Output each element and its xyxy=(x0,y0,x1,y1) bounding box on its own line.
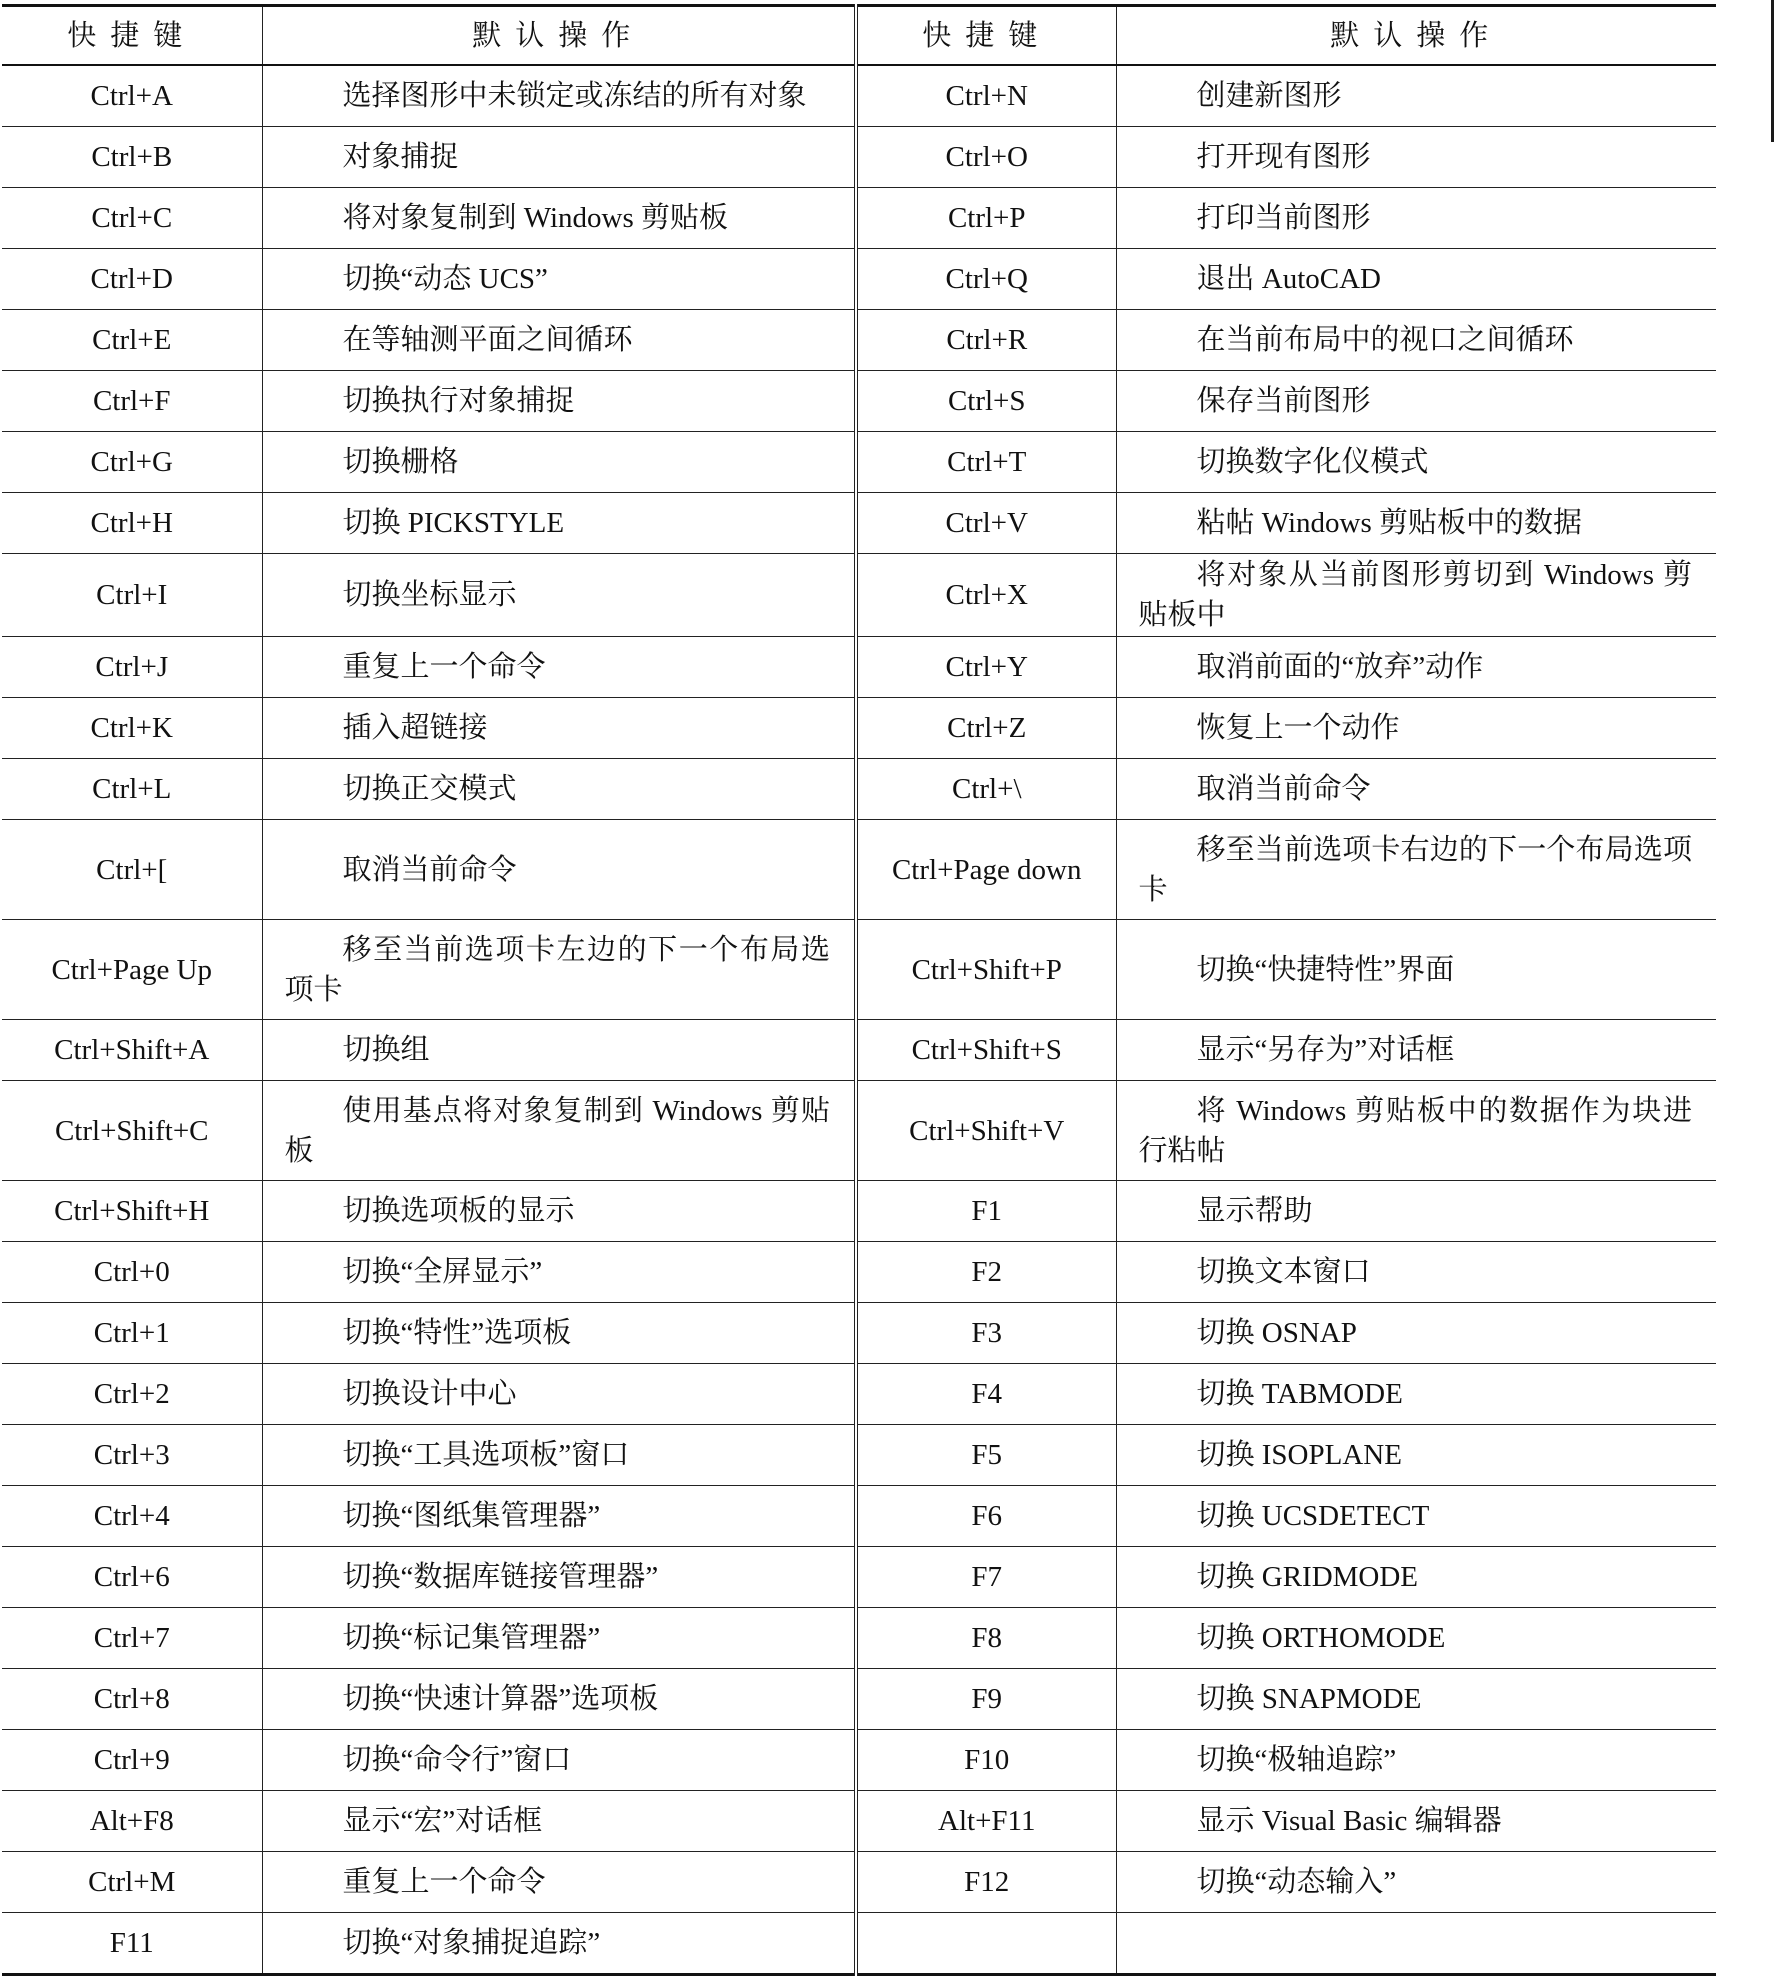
shortcut-key-right: F6 xyxy=(856,1486,1116,1547)
action-description-right: 将对象从当前图形剪切到 Windows 剪贴板中 xyxy=(1116,554,1716,637)
table-row xyxy=(2,371,1716,432)
action-description-left: 切换组 xyxy=(262,1020,856,1081)
shortcut-key-right: Ctrl+Z xyxy=(856,698,1116,759)
action-description-right: 显示“另存为”对话框 xyxy=(1116,1020,1716,1081)
table-row xyxy=(2,759,1716,820)
table-row xyxy=(2,820,1716,920)
table-row xyxy=(2,1020,1716,1081)
action-description-left: 对象捕捉 xyxy=(262,127,856,188)
shortcut-key-right: Ctrl+X xyxy=(856,554,1116,637)
shortcut-key-right: Ctrl+Shift+V xyxy=(856,1081,1116,1181)
shortcut-key-left: Ctrl+L xyxy=(2,759,262,820)
shortcut-key-right: F4 xyxy=(856,1364,1116,1425)
action-description-left: 移至当前选项卡左边的下一个布局选项卡 xyxy=(262,920,856,1020)
table-row xyxy=(2,1730,1716,1791)
shortcut-key-right: Ctrl+V xyxy=(856,493,1116,554)
action-description-left: 切换设计中心 xyxy=(262,1364,856,1425)
shortcut-key-right: F12 xyxy=(856,1852,1116,1913)
action-description-left: 切换“工具选项板”窗口 xyxy=(262,1425,856,1486)
action-description-right: 恢复上一个动作 xyxy=(1116,698,1716,759)
shortcut-key-left: Ctrl+A xyxy=(2,65,262,127)
action-description-left: 切换“全屏显示” xyxy=(262,1242,856,1303)
shortcut-key-right: Ctrl+Q xyxy=(856,249,1116,310)
table-row xyxy=(2,310,1716,371)
shortcut-key-right: F2 xyxy=(856,1242,1116,1303)
action-description-right: 显示帮助 xyxy=(1116,1181,1716,1242)
shortcut-key-left: Ctrl+Shift+C xyxy=(2,1081,262,1181)
shortcut-key-left: Ctrl+G xyxy=(2,432,262,493)
action-description-right: 切换 OSNAP xyxy=(1116,1303,1716,1364)
action-description-right: 切换“极轴追踪” xyxy=(1116,1730,1716,1791)
action-description-right: 切换 TABMODE xyxy=(1116,1364,1716,1425)
shortcut-key-left: Ctrl+3 xyxy=(2,1425,262,1486)
action-description-left: 切换执行对象捕捉 xyxy=(262,371,856,432)
shortcut-key-left: Ctrl+4 xyxy=(2,1486,262,1547)
action-description-left: 插入超链接 xyxy=(262,698,856,759)
table-row xyxy=(2,1913,1716,1975)
shortcut-key-left: Ctrl+1 xyxy=(2,1303,262,1364)
shortcut-key-right: F7 xyxy=(856,1547,1116,1608)
action-description-right: 切换“快捷特性”界面 xyxy=(1116,920,1716,1020)
shortcut-key-right: Ctrl+\ xyxy=(856,759,1116,820)
table-row xyxy=(2,1364,1716,1425)
action-description-right: 切换 GRIDMODE xyxy=(1116,1547,1716,1608)
action-description-right: 切换“动态输入” xyxy=(1116,1852,1716,1913)
action-description-right: 保存当前图形 xyxy=(1116,371,1716,432)
table-row xyxy=(2,1608,1716,1669)
shortcut-key-right: Ctrl+Shift+S xyxy=(856,1020,1116,1081)
action-description-right: 粘帖 Windows 剪贴板中的数据 xyxy=(1116,493,1716,554)
action-description-right: 打印当前图形 xyxy=(1116,188,1716,249)
table-row xyxy=(2,1181,1716,1242)
table-row xyxy=(2,432,1716,493)
shortcut-key-right: Ctrl+Shift+P xyxy=(856,920,1116,1020)
shortcut-key-left: Ctrl+H xyxy=(2,493,262,554)
shortcut-key-left: Ctrl+6 xyxy=(2,1547,262,1608)
shortcut-key-left: F11 xyxy=(2,1913,262,1975)
action-description-left: 切换“数据库链接管理器” xyxy=(262,1547,856,1608)
action-description-right: 退出 AutoCAD xyxy=(1116,249,1716,310)
table-row xyxy=(2,65,1716,127)
action-description-left: 重复上一个命令 xyxy=(262,1852,856,1913)
action-description-right: 取消当前命令 xyxy=(1116,759,1716,820)
action-description-left: 取消当前命令 xyxy=(262,820,856,920)
shortcut-key-left: Ctrl+D xyxy=(2,249,262,310)
action-description-left: 切换“图纸集管理器” xyxy=(262,1486,856,1547)
shortcut-key-right: F9 xyxy=(856,1669,1116,1730)
table-row xyxy=(2,637,1716,698)
action-description-left: 切换栅格 xyxy=(262,432,856,493)
header-action-left: 默认操作 xyxy=(262,6,856,66)
table-row xyxy=(2,1303,1716,1364)
table-row xyxy=(2,249,1716,310)
shortcut-key-left: Ctrl+B xyxy=(2,127,262,188)
page-edge-divider xyxy=(1771,0,1774,142)
action-description-left: 切换选项板的显示 xyxy=(262,1181,856,1242)
table-body xyxy=(2,65,1716,1975)
shortcut-key-left: Ctrl+F xyxy=(2,371,262,432)
table-row xyxy=(2,127,1716,188)
action-description-right: 切换 ISOPLANE xyxy=(1116,1425,1716,1486)
shortcut-key-right: Ctrl+N xyxy=(856,65,1116,127)
action-description-left: 切换 PICKSTYLE xyxy=(262,493,856,554)
action-description-left: 切换“动态 UCS” xyxy=(262,249,856,310)
shortcut-key-left: Ctrl+M xyxy=(2,1852,262,1913)
action-description-left: 显示“宏”对话框 xyxy=(262,1791,856,1852)
shortcut-key-left: Ctrl+E xyxy=(2,310,262,371)
table-row xyxy=(2,1242,1716,1303)
action-description-left: 在等轴测平面之间循环 xyxy=(262,310,856,371)
shortcut-key-left: Ctrl+Shift+A xyxy=(2,1020,262,1081)
action-description-left: 使用基点将对象复制到 Windows 剪贴板 xyxy=(262,1081,856,1181)
shortcut-key-right: F10 xyxy=(856,1730,1116,1791)
header-shortcut-right: 快捷键 xyxy=(856,6,1116,66)
header-action-right: 默认操作 xyxy=(1116,6,1716,66)
shortcut-key-right: F5 xyxy=(856,1425,1116,1486)
shortcut-key-left: Ctrl+J xyxy=(2,637,262,698)
action-description-right: 打开现有图形 xyxy=(1116,127,1716,188)
action-description-left: 切换“命令行”窗口 xyxy=(262,1730,856,1791)
action-description-right: 切换 ORTHOMODE xyxy=(1116,1608,1716,1669)
shortcut-key-right: Ctrl+O xyxy=(856,127,1116,188)
action-description-right: 移至当前选项卡右边的下一个布局选项卡 xyxy=(1116,820,1716,920)
action-description-right: 显示 Visual Basic 编辑器 xyxy=(1116,1791,1716,1852)
shortcut-key-right xyxy=(856,1913,1116,1975)
action-description-left: 切换“标记集管理器” xyxy=(262,1608,856,1669)
shortcut-key-right: Ctrl+Y xyxy=(856,637,1116,698)
header-row xyxy=(2,6,1716,66)
shortcut-key-left: Ctrl+9 xyxy=(2,1730,262,1791)
table-row xyxy=(2,1081,1716,1181)
action-description-right: 将 Windows 剪贴板中的数据作为块进行粘帖 xyxy=(1116,1081,1716,1181)
shortcut-key-left: Ctrl+K xyxy=(2,698,262,759)
table-row xyxy=(2,493,1716,554)
action-description-right: 创建新图形 xyxy=(1116,65,1716,127)
shortcut-key-left: Ctrl+2 xyxy=(2,1364,262,1425)
action-description-right: 切换文本窗口 xyxy=(1116,1242,1716,1303)
table-row xyxy=(2,1852,1716,1913)
table-row xyxy=(2,1486,1716,1547)
action-description-right: 在当前布局中的视口之间循环 xyxy=(1116,310,1716,371)
action-description-right: 切换 UCSDETECT xyxy=(1116,1486,1716,1547)
table-row xyxy=(2,1547,1716,1608)
shortcut-key-right: Ctrl+Page down xyxy=(856,820,1116,920)
action-description-right xyxy=(1116,1913,1716,1975)
table-row xyxy=(2,920,1716,1020)
action-description-left: 重复上一个命令 xyxy=(262,637,856,698)
action-description-left: 选择图形中未锁定或冻结的所有对象 xyxy=(262,65,856,127)
shortcut-key-right: Ctrl+R xyxy=(856,310,1116,371)
table-row xyxy=(2,1669,1716,1730)
shortcut-key-right: Ctrl+S xyxy=(856,371,1116,432)
shortcut-key-right: F3 xyxy=(856,1303,1116,1364)
table-row xyxy=(2,1791,1716,1852)
header-shortcut-left: 快捷键 xyxy=(2,6,262,66)
shortcut-key-left: Ctrl+8 xyxy=(2,1669,262,1730)
shortcut-key-left: Ctrl+7 xyxy=(2,1608,262,1669)
shortcut-key-right: F1 xyxy=(856,1181,1116,1242)
shortcut-key-left: Ctrl+Shift+H xyxy=(2,1181,262,1242)
action-description-left: 切换“对象捕捉追踪” xyxy=(262,1913,856,1975)
action-description-left: 切换正交模式 xyxy=(262,759,856,820)
action-description-right: 取消前面的“放弃”动作 xyxy=(1116,637,1716,698)
shortcut-key-left: Ctrl+I xyxy=(2,554,262,637)
action-description-left: 切换“快速计算器”选项板 xyxy=(262,1669,856,1730)
shortcut-key-left: Ctrl+Page Up xyxy=(2,920,262,1020)
shortcut-key-left: Ctrl+0 xyxy=(2,1242,262,1303)
shortcut-key-left: Alt+F8 xyxy=(2,1791,262,1852)
shortcut-key-right: Alt+F11 xyxy=(856,1791,1116,1852)
table-row xyxy=(2,1425,1716,1486)
shortcut-key-right: Ctrl+T xyxy=(856,432,1116,493)
shortcut-key-left: Ctrl+[ xyxy=(2,820,262,920)
shortcut-table xyxy=(2,4,1716,1976)
action-description-left: 切换“特性”选项板 xyxy=(262,1303,856,1364)
shortcut-key-left: Ctrl+C xyxy=(2,188,262,249)
shortcut-key-right: Ctrl+P xyxy=(856,188,1116,249)
action-description-left: 将对象复制到 Windows 剪贴板 xyxy=(262,188,856,249)
action-description-left: 切换坐标显示 xyxy=(262,554,856,637)
action-description-right: 切换数字化仪模式 xyxy=(1116,432,1716,493)
table-row xyxy=(2,188,1716,249)
action-description-right: 切换 SNAPMODE xyxy=(1116,1669,1716,1730)
table-row xyxy=(2,554,1716,637)
table-row xyxy=(2,698,1716,759)
shortcut-key-right: F8 xyxy=(856,1608,1116,1669)
